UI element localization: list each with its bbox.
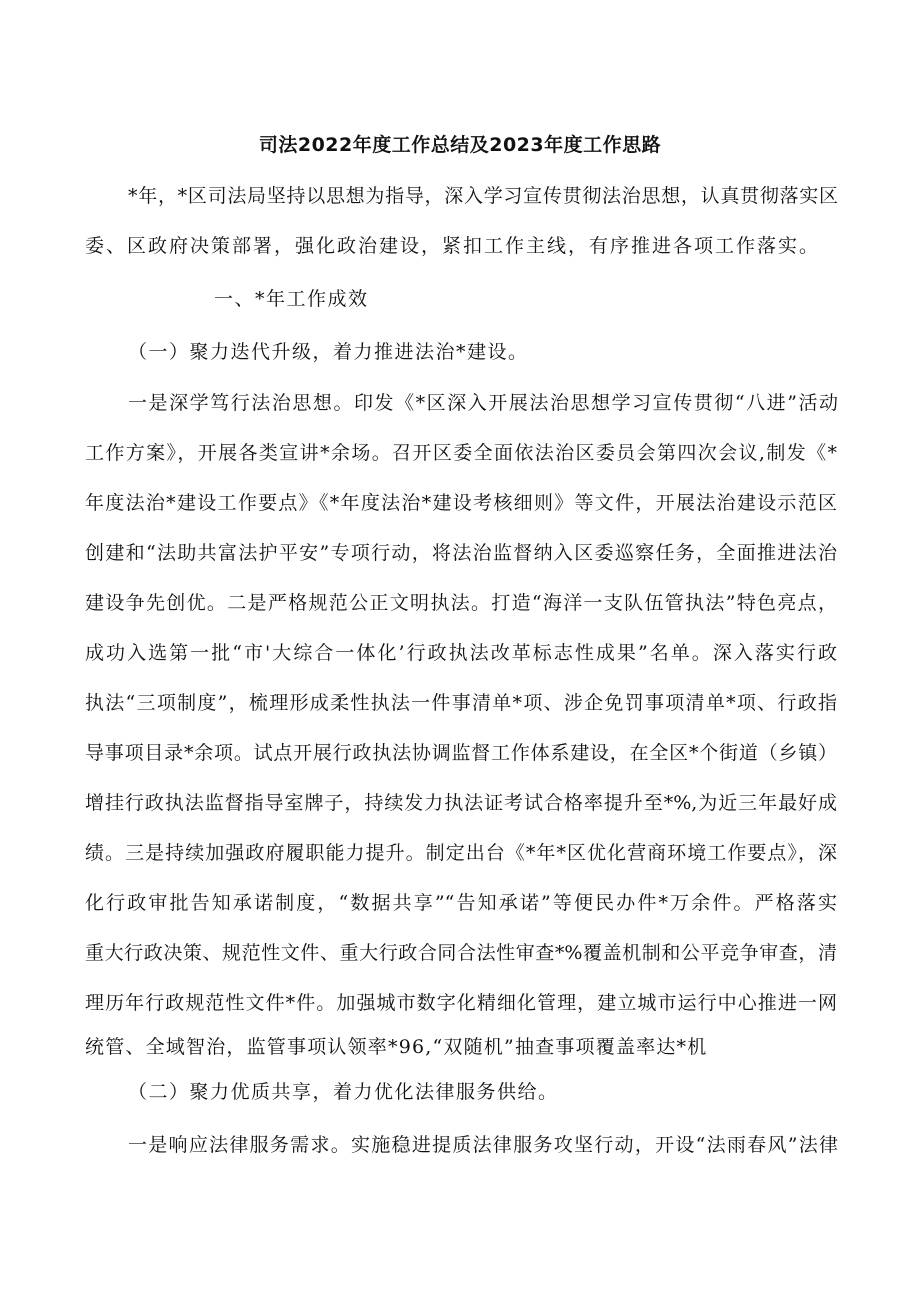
paragraph-line: 重大行政决策、规范性文件、重大行政合同合法性审查*%覆盖机制和公平竞争审查，清 [85, 942, 837, 964]
paragraph-line: 化行政审批告知承诺制度，“数据共享”“告知承诺”等便民办件*万余件。严格落实 [85, 892, 837, 914]
paragraph-line: 成功入选第一批“市'大综合一体化’行政执法改革标志性成果”名单。深入落实行政 [85, 642, 837, 664]
paragraph-line: 建设争先创优。二是严格规范公正文明执法。打造“海洋一支队伍管执法”特色亮点， [85, 592, 837, 614]
paragraph-line: 创建和“法助共富法护平安”专项行动，将法治监督纳入区委巡察任务，全面推进法治 [85, 542, 837, 564]
subsection-heading: （一）聚力迭代升级，着力推进法治*建设。 [128, 341, 529, 363]
paragraph-line: 增挂行政执法监督指导室牌子，持续发力执法证考试合格率提升至*%,为近三年最好成 [85, 792, 837, 814]
paragraph-line: 一是响应法律服务需求。实施稳进提质法律服务攻坚行动，开设“法雨春风”法律 [128, 1134, 838, 1156]
paragraph-line: 委、区政府决策部署，强化政治建设，紧扣工作主线，有序推进各项工作落实。 [85, 235, 821, 257]
paragraph-line: 理历年行政规范性文件*件。加强城市数字化精细化管理，建立城市运行中心推进一网 [85, 992, 837, 1014]
subsection-heading: （二）聚力优质共享，着力优化法律服务供给。 [128, 1081, 559, 1103]
paragraph-line: 一是深学笃行法治思想。印发《*区深入开展法治思想学习宣传贯彻“八进”活动 [128, 392, 838, 414]
paragraph-line: 执法“三项制度”，梳理形成柔性执法一件事清单*项、涉企免罚事项清单*项、行政指 [85, 692, 837, 714]
section-heading: 一、*年工作成效 [214, 288, 369, 310]
paragraph-line: 年度法治*建设工作要点》《*年度法治*建设考核细则》等文件，开展法治建设示范区 [85, 492, 837, 514]
paragraph-line: 工作方案》，开展各类宣讲*余场。召开区委全面依法治区委员会第四次会议,制发《* [85, 442, 837, 464]
paragraph-line: 导事项目录*余项。试点开展行政执法协调监督工作体系建设，在全区*个街道（乡镇） [85, 742, 837, 764]
paragraph-line: *年，*区司法局坚持以思想为指导，深入学习宣传贯彻法治思想，认真贯彻落实区 [128, 185, 838, 207]
paragraph-line: 统管、全域智治，监管事项认领率*96,“双随机”抽查事项覆盖率达*机 [85, 1036, 708, 1058]
paragraph-line: 绩。三是持续加强政府履职能力提升。制定出台《*年*区优化营商环境工作要点》，深 [85, 842, 837, 864]
document-title: 司法2022年度工作总结及2023年度工作思路 [258, 134, 662, 156]
